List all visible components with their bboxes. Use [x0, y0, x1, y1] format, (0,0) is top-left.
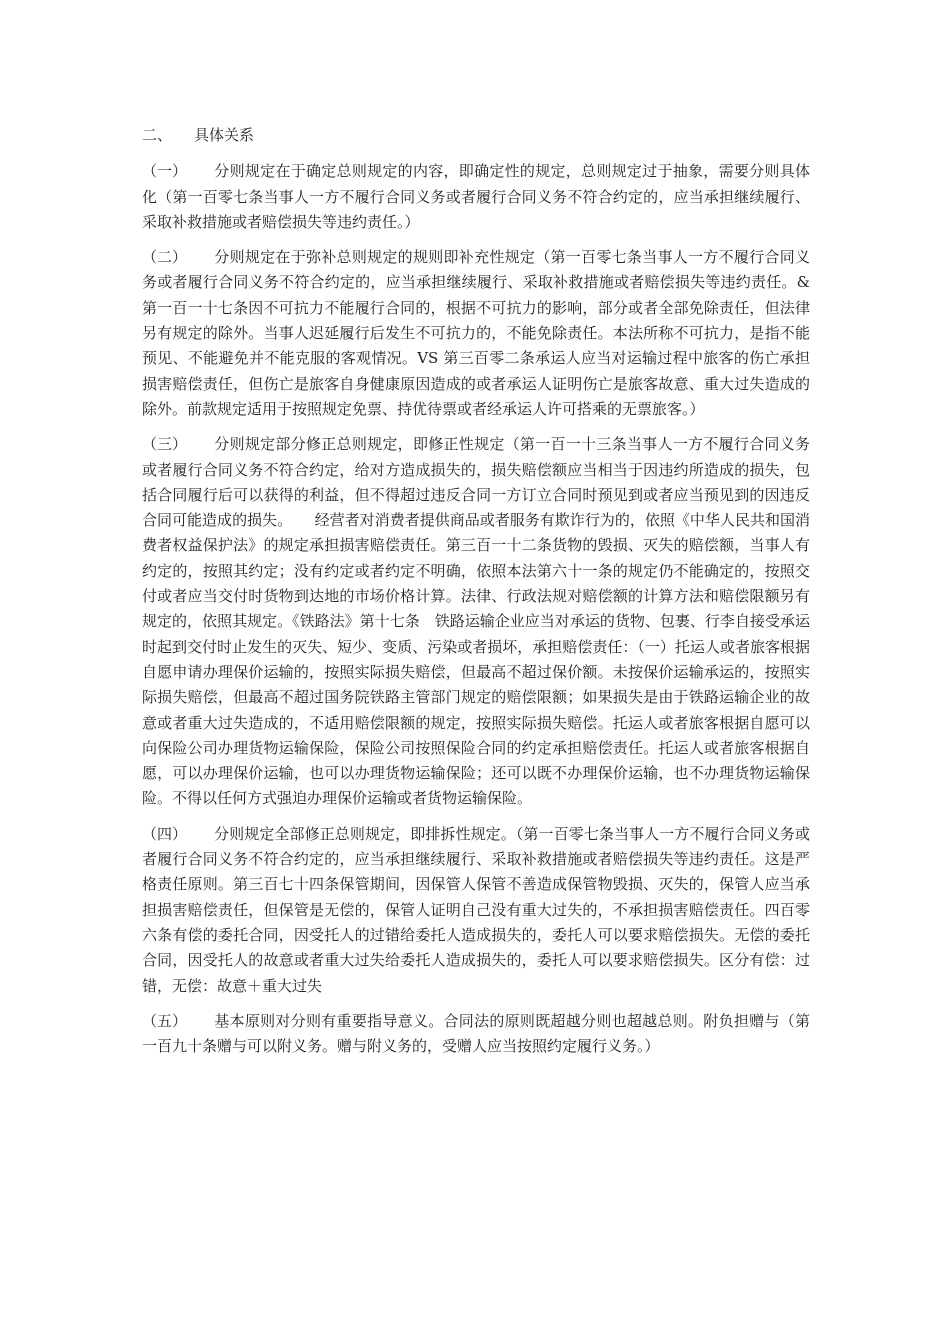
- paragraph-number: （四）: [142, 824, 188, 843]
- paragraph-number: （三）: [142, 435, 188, 454]
- paragraph-1: [142, 159, 810, 235]
- paragraph-text: 分则规定部分修正总则规定，即修正性规定（第一百一十三条当事人一方不履行合同义务或者履行合同义务不符合约定，给对方造成损失的，损失赔偿额应当相当于因违约所造成的损失，包括合同履行后可以获得的利益，但不得超过违反合同一方订立合同时预见到或者应当预见到的因违反合同可能造成的损失。 经营者对消费者提供商品或者服务有欺诈行为的，依照《中华人民共和国消费者权益保护法》的规定承担损害赔偿责任。第三百一十二条货物的毁损、灭失的赔偿额，当事人有约定的，按照其约定；没有约定或者约定不明确，依照本法第六十一条的规定仍不能确定的，按照交付或者应当交付时货物到达地的市场价格计算。法律、行政法规对赔偿额的计算方法和赔偿限额另有规定的，依照其规定。《铁路法》第十七条 铁路运输企业应当对承运的货物、包裹、行李自接受承运时起到交付时止发生的灭失、短少、变质、污染或者损坏，承担赔偿责任：（一）托运人或者旅客根据自愿申请办理保价运输的，按照实际损失赔偿，但最高不超过保价额。未按保价运输承运的，按照实际损失赔偿，但最高不超过国务院铁路主管部门规定的赔偿限额；如果损失是由于铁路运输企业的故意或者重大过失造成的，不适用赔偿限额的规定，按照实际损失赔偿。托运人或者旅客根据自愿可以向保险公司办理货物运输保险，保险公司按照保险合同的约定承担赔偿责任。托运人或者旅客根据自愿，可以办理保价运输，也可以办理货物运输保险；还可以既不办理保价运输，也不办理货物运输保险。不得以任何方式强迫办理保价运输或者货物运输保险。: [142, 435, 810, 808]
- paragraph-5: [142, 1009, 810, 1060]
- section-title: 具体关系: [194, 126, 255, 144]
- paragraph-text: 分则规定在于弥补总则规定的规则即补充性规定（第一百零七条当事人一方不履行合同义务或者履行合同义务不符合约定的，应当承担继续履行、采取补救措施或者赔偿损失等违约责任。&第一百一十七条因不可抗力不能履行合同的，根据不可抗力的影响，部分或者全部免除责任，但法律另有规定的除外。当事人迟延履行后发生不可抗力的，不能免除责任。本法所称不可抗力，是指不能预见、不能避免并不能克服的客观情况。VS 第三百零二条承运人应当对运输过程中旅客的伤亡承担损害赔偿责任，但伤亡是旅客自身健康原因造成的或者承运人证明伤亡是旅客故意、重大过失造成的除外。前款规定适用于按照规定免票、持优待票或者经承运人许可搭乘的无票旅客。）: [142, 248, 810, 418]
- paragraph-text: 分则规定全部修正总则规定，即排拆性规定。（第一百零七条当事人一方不履行合同义务或者履行合同义务不符合约定的，应当承担继续履行、采取补救措施或者赔偿损失等违约责任。这是严格责任原则。第三百七十四条保管期间，因保管人保管不善造成保管物毁损、灭失的，保管人应当承担损害赔偿责任，但保管是无偿的，保管人证明自己没有重大过失的，不承担损害赔偿责任。四百零六条有偿的委托合同，因受托人的过错给委托人造成损失的，委托人可以要求赔偿损失。无偿的委托合同，因受托人的故意或者重大过失给委托人造成损失的，委托人可以要求赔偿损失。区分有偿：过错，无偿：故意＋重大过失: [142, 824, 810, 995]
- paragraph-2: [142, 245, 810, 422]
- document-page: [142, 123, 810, 1069]
- paragraph-text: 基本原则对分则有重要指导意义。合同法的原则既超越分则也超越总则。附负担赠与（第一百九十条赠与可以附义务。赠与附义务的，受赠人应当按照约定履行义务。）: [142, 1011, 810, 1056]
- paragraph-number: （一）: [142, 162, 188, 181]
- paragraph-number: （五）: [142, 1011, 188, 1030]
- paragraph-number: （二）: [142, 248, 188, 267]
- paragraph-4: [142, 822, 810, 999]
- section-number: 二、: [142, 126, 173, 144]
- section-heading: [142, 123, 810, 148]
- paragraph-text: 分则规定在于确定总则规定的内容，即确定性的规定，总则规定过于抽象，需要分则具体化（第一百零七条当事人一方不履行合同义务或者履行合同义务不符合约定的，应当承担继续履行、采取补救措施或者赔偿损失等违约责任。）: [142, 162, 810, 231]
- paragraph-3: [142, 432, 810, 811]
